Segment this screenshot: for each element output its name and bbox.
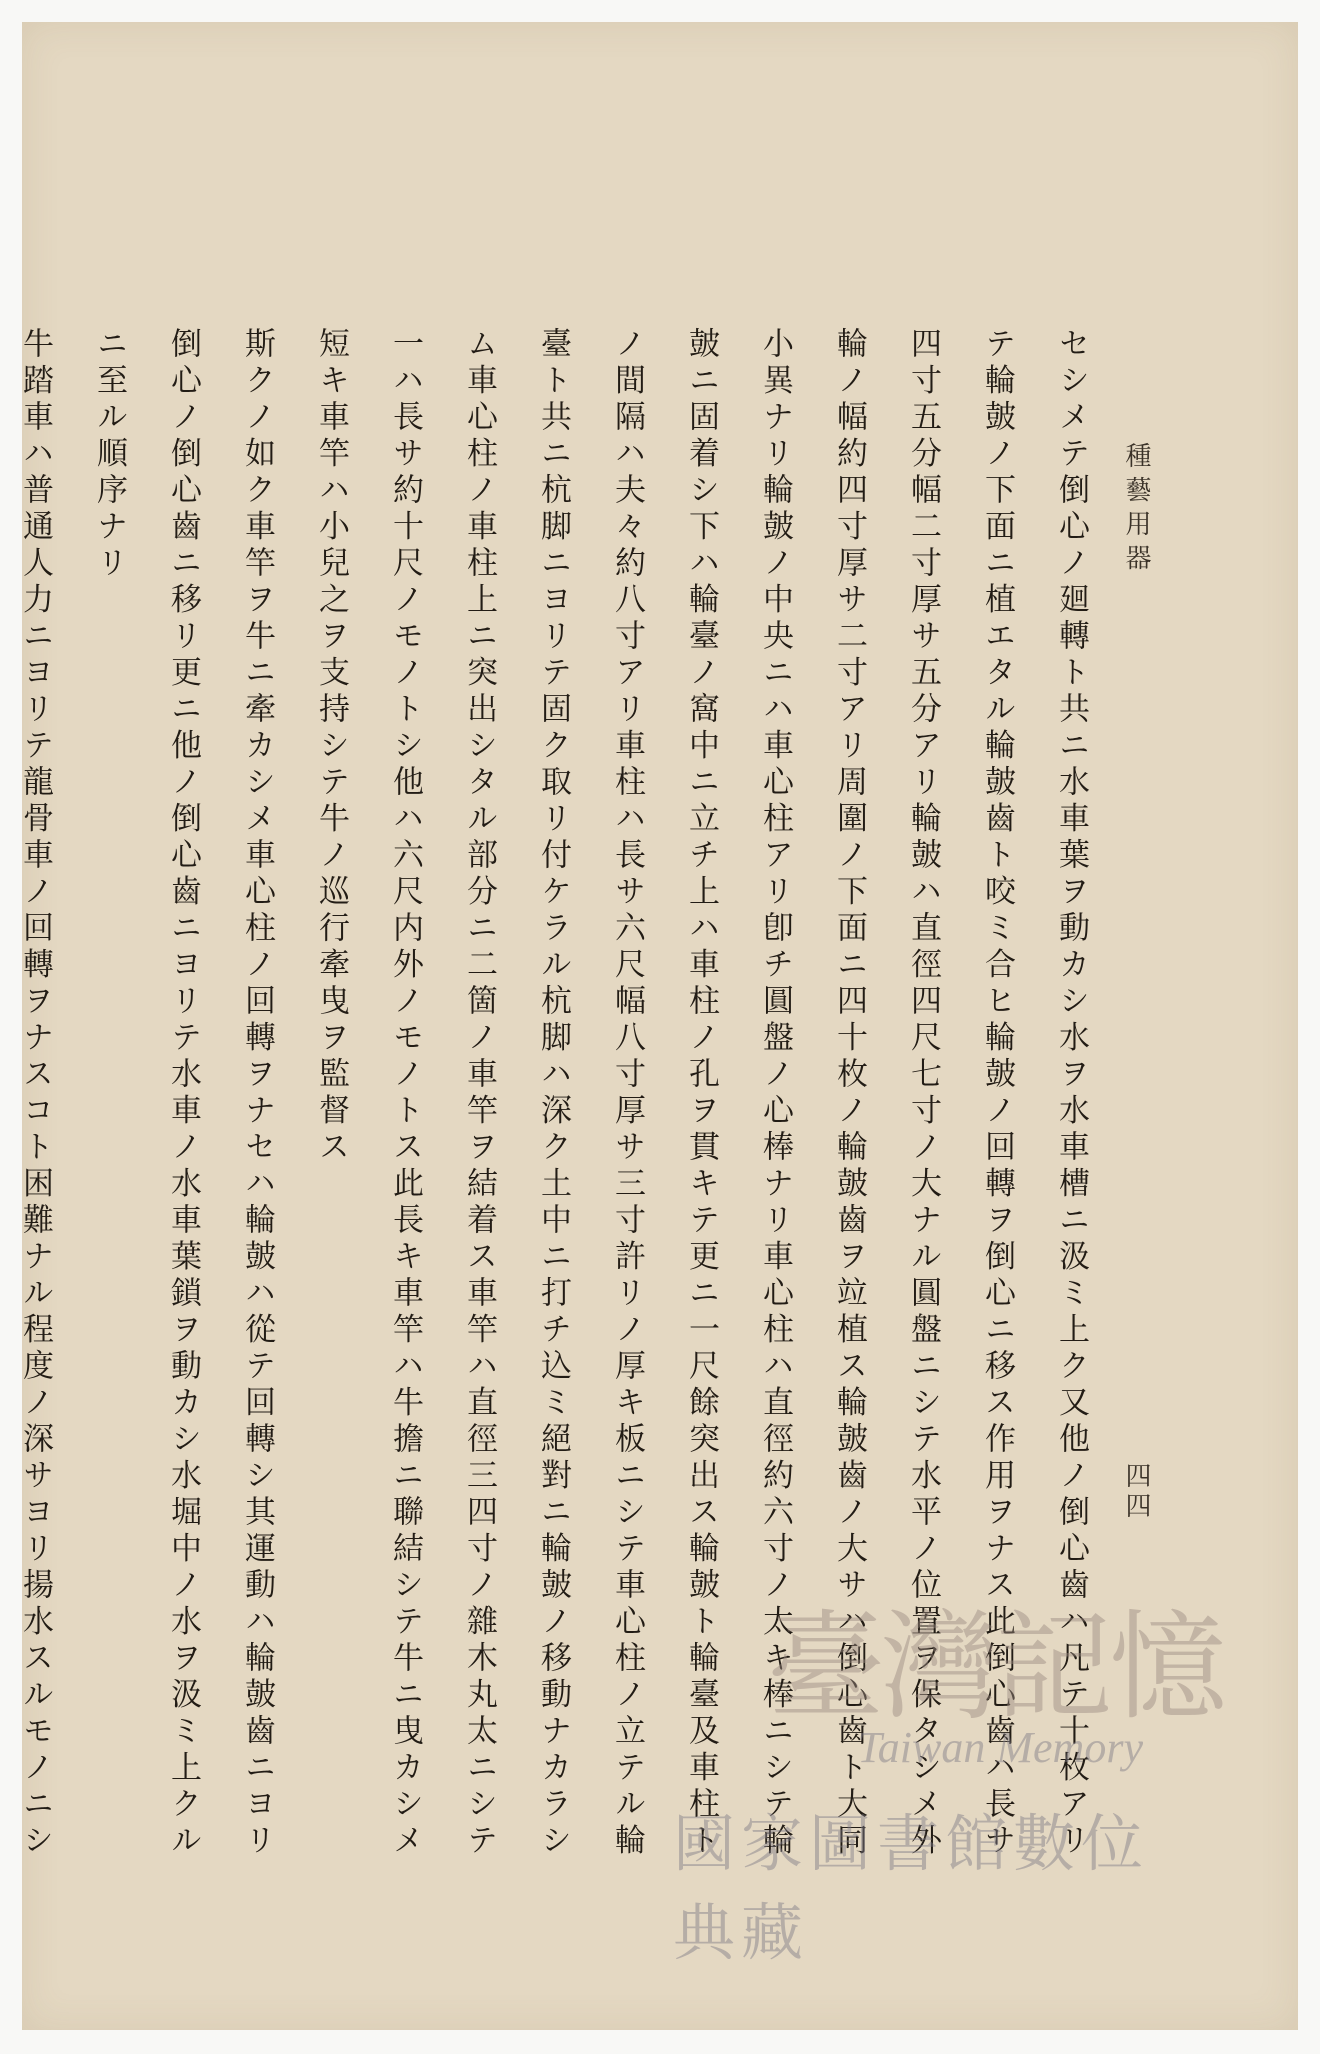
text-column: ニ至ル順序ナリ (91, 327, 127, 583)
text-column: 四寸五分幅二寸厚サ五分アリ輪皷ハ直徑四尺七寸ノ大ナル圓盤ニシテ水平ノ位置ヲ保タシメ外 (905, 327, 941, 1860)
text-column: テ輪皷ノ下面ニ植エタル輪皷齒ト咬ミ合ヒ輪皷ノ回轉ヲ倒心ニ移ス作用ヲナス此倒心齒ハ長サ (979, 327, 1015, 1860)
text-column: ノ間隔ハ夫々約八寸アリ車柱ハ長サ六尺幅八寸厚サ三寸許リノ厚キ板ニシテ車心柱ノ立テル輪 (609, 327, 645, 1860)
text-column: 短キ車竿ハ小兒之ヲ支持シテ牛ノ巡行牽曳ヲ監督ス (313, 327, 349, 1167)
watermark-english: Taiwan Memory (857, 1723, 1143, 1772)
text-column: 皷ニ固着シ下ハ輪臺ノ窩中ニ立チ上ハ車柱ノ孔ヲ貫キテ更ニ一尺餘突出ス輪皷ト輪臺及車柱ト (683, 327, 719, 1860)
text-column: ム車心柱ノ車柱上ニ突出シタル部分ニ二箇ノ車竿ヲ結着ス車竿ハ直徑三四寸ノ雜木丸太ニシテ (461, 327, 497, 1860)
watermark-chinese: 國家圖書館數位典藏 (673, 1807, 1150, 1969)
text-column: 一ハ長サ約十尺ノモノトシ他ハ六尺内外ノモノトス此長キ車竿ハ牛擔ニ聯結シテ牛ニ曳カシメ (387, 327, 423, 1860)
text-column: 倒心ノ倒心齒ニ移リ更ニ他ノ倒心齒ニヨリテ水車ノ水車葉鎖ヲ動カシ水堀中ノ水ヲ汲ミ上クル (165, 327, 201, 1860)
running-title: 種藝用器 (1121, 442, 1151, 578)
text-column: 斯クノ如ク車竿ヲ牛ニ牽カシメ車心柱ノ回轉ヲナセハ輪皷ハ從テ回轉シ其運動ハ輪皷齒ニヨリ (239, 327, 275, 1860)
text-column: 臺ト共ニ杭脚ニヨリテ固ク取リ付ケラル杭脚ハ深ク土中ニ打チ込ミ絕對ニ輪皷ノ移動ナカラシ (535, 327, 571, 1860)
text-column: 牛踏車ハ普通人力ニヨリテ龍骨車ノ回轉ヲナスコト困難ナル程度ノ深サヨリ揚水スルモノニシ (17, 327, 53, 1860)
text-column: セシメテ倒心ノ廻轉ト共ニ水車葉ヲ動カシ水ヲ水車槽ニ汲ミ上ク又他ノ倒心齒ハ凡テ十枚アリ (1053, 327, 1089, 1860)
vertical-text-body (0, 327, 1108, 1872)
text-column: 輪ノ幅約四寸厚サ二寸アリ周圍ノ下面ニ四十枚ノ輪皷齒ヲ竝植ス輪皷齒ノ大サハ倒心齒ト大同 (831, 327, 867, 1860)
text-column: 小異ナリ輪皷ノ中央ニハ車心柱アリ卽チ圓盤ノ心棒ナリ車心柱ハ直徑約六寸ノ太キ棒ニシテ輪 (757, 327, 793, 1860)
watermark-calligraphy: 臺灣記憶 (766, 1598, 1223, 1736)
page-number: 四四 (1121, 1462, 1151, 1522)
book-page (17, 22, 1298, 2030)
